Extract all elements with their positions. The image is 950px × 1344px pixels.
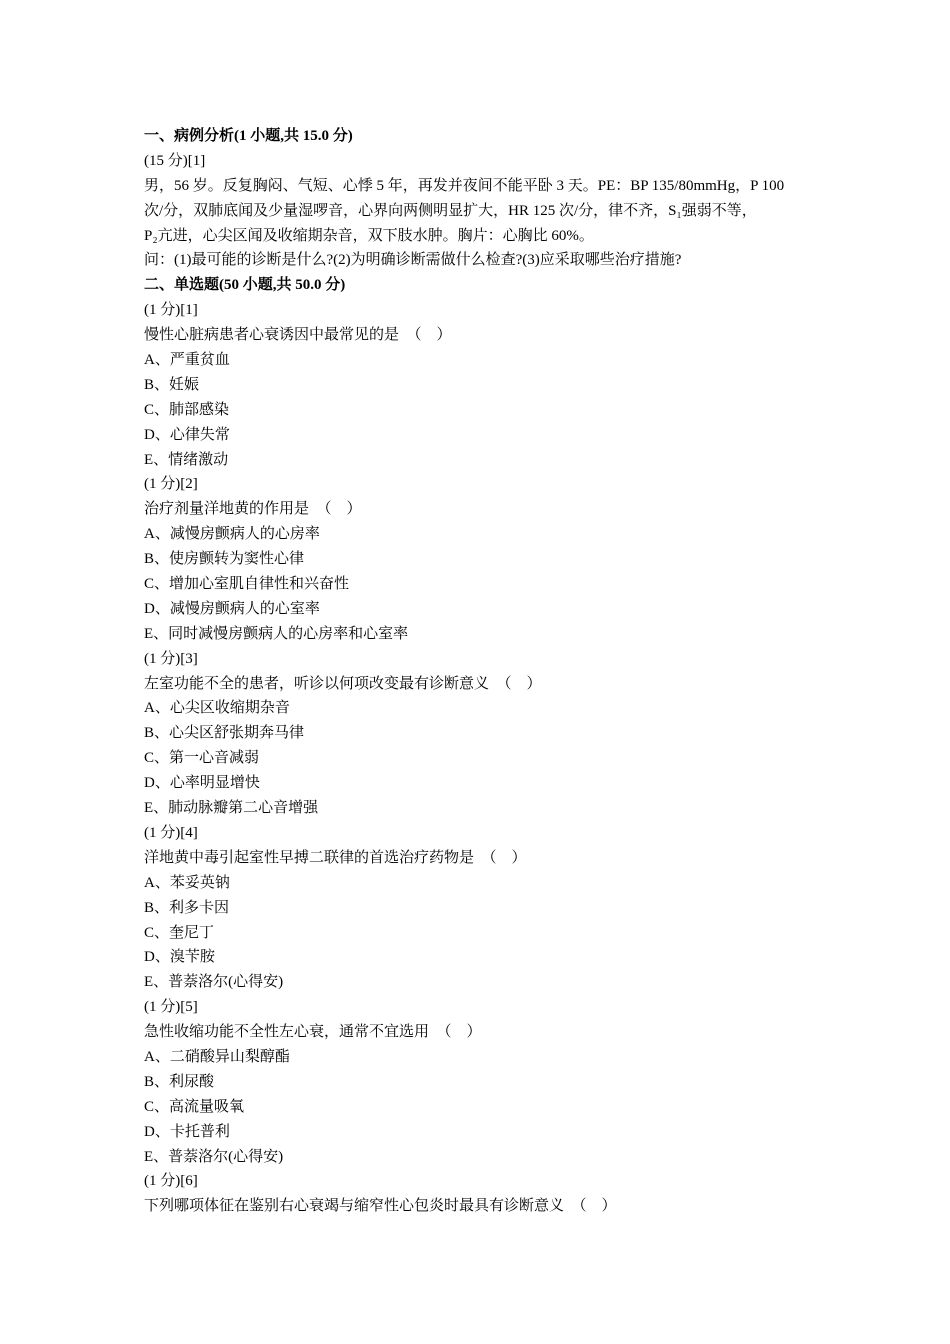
answer-option: E、肺动脉瓣第二心音增强: [144, 800, 319, 817]
question-header: (1 分)[1]: [144, 302, 198, 319]
question-block: [144, 298, 816, 472]
answer-option: C、肺部感染: [144, 401, 230, 418]
answer-option: D、卡托普利: [144, 1123, 230, 1140]
answer-option: D、心率明显增快: [144, 775, 260, 792]
question-header: (1 分)[6]: [144, 1173, 198, 1190]
case-text-line-2: 次/分，双肺底闻及少量湿啰音，心界向两侧明显扩大，HR 125 次/分，律不齐，S₁强弱不等，: [144, 202, 757, 219]
question-stem: 左室功能不全的患者，听诊以何项改变最有诊断意义 （ ）: [144, 675, 542, 692]
answer-option: A、减慢房颤病人的心房率: [144, 526, 320, 543]
answer-option: C、奎尼丁: [144, 924, 215, 941]
answer-option: D、减慢房颤病人的心室率: [144, 600, 320, 617]
question-header: (15 分)[1]: [144, 152, 206, 169]
question-block: [144, 472, 816, 646]
case-text-line-1: 男，56 岁。反复胸闷、气短、心悸 5 年，再发并夜间不能平卧 3 天。PE：BP 135/80mmHg，P 100: [144, 177, 785, 194]
answer-option: E、普萘洛尔(心得安): [144, 1148, 284, 1165]
answer-option: A、严重贫血: [144, 352, 230, 369]
answer-option: C、增加心室肌自律性和兴奋性: [144, 576, 350, 593]
case-text-line-3: P₂亢进，心尖区闻及收缩期杂音，双下肢水肿。胸片：心胸比 60%。: [144, 227, 594, 244]
question-header: (1 分)[2]: [144, 476, 198, 493]
question-header: (1 分)[4]: [144, 824, 198, 841]
answer-option: B、利多卡因: [144, 899, 230, 916]
document-page: [144, 124, 816, 1219]
answer-option: A、苯妥英钠: [144, 874, 230, 891]
question-stem: 下列哪项体征在鉴别右心衰竭与缩窄性心包炎时最具有诊断意义 （ ）: [144, 1198, 617, 1215]
case-question-text: 问：(1)最可能的诊断是什么?(2)为明确诊断需做什么检查?(3)应采取哪些治疗措施?: [144, 252, 682, 269]
answer-option: E、情绪激动: [144, 451, 229, 468]
answer-option: D、心律失常: [144, 426, 230, 443]
question-list: [144, 298, 816, 1219]
question-stem: 急性收缩功能不全性左心衰，通常不宜选用 （ ）: [144, 1024, 482, 1041]
question-block: [144, 995, 816, 1169]
answer-option: A、心尖区收缩期杂音: [144, 700, 290, 717]
question-block: [144, 647, 816, 821]
answer-option: E、普萘洛尔(心得安): [144, 974, 284, 991]
answer-option: C、第一心音减弱: [144, 750, 260, 767]
question-header: (1 分)[5]: [144, 999, 198, 1016]
answer-option: D、溴苄胺: [144, 949, 215, 966]
question-stem: 治疗剂量洋地黄的作用是 （ ）: [144, 501, 362, 518]
question-block: [144, 1169, 816, 1219]
answer-option: B、利尿酸: [144, 1073, 215, 1090]
question-stem: 慢性心脏病患者心衰诱因中最常见的是 （ ）: [144, 327, 452, 344]
answer-option: E、同时减慢房颤病人的心房率和心室率: [144, 625, 409, 642]
answer-option: B、妊娠: [144, 376, 200, 393]
section-heading-case: 一、病例分析(1 小题,共 15.0 分): [144, 128, 353, 144]
question-header: (1 分)[3]: [144, 650, 198, 667]
question-block: [144, 821, 816, 995]
section-heading-mcq: 二、单选题(50 小题,共 50.0 分): [144, 277, 346, 294]
answer-option: B、心尖区舒张期奔马律: [144, 725, 305, 742]
answer-option: B、使房颤转为窦性心律: [144, 551, 305, 568]
answer-option: A、二硝酸异山梨醇酯: [144, 1048, 290, 1065]
question-stem: 洋地黄中毒引起室性早搏二联律的首选治疗药物是 （ ）: [144, 849, 527, 866]
answer-option: C、高流量吸氧: [144, 1098, 245, 1115]
